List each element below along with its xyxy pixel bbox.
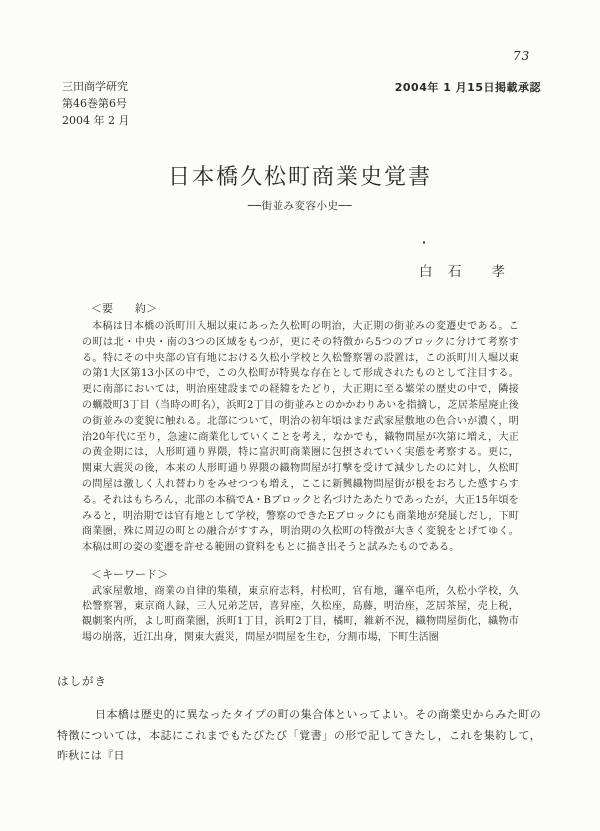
abstract-body: 本稿は日本橋の浜町川入堀以東にあった久松町の明治，大正期の街並みの変遷史である。この町は北・中央・南の3つの区域をもつが，更にその特徴から5つのブロックに分けて考察する。特にその中央部の官有地における久松小学校と久松警察署の設置は，この浜町川入堀以東の第1大区第13小区の中で，この久松町が特異な存在として形成されたものとして注目する。更に南部においては，明治座建設までの経緯をたどり，大正期に至る繁栄の歴史の中で，隣接の蠣殻町3丁目（当時の町名），浜町2丁目の街並みとのかかわりあいを指摘し，芝居茶屋廃止後の街並みの変貌に触れる。北部について，明治の初年頃はまだ武家屋敷地の色合いが濃く，明治20年代に至り，急速に商業化していくことを考え，なかでも，織物問屋が次第に増え，大正の黄金期には，人形町通り界隈，特に富沢町商業圏に包摂されていく実態を考察する。更に，関東大震災の後，本来の人形町通り界隈の織物問屋が打撃を受けて減少したのに対し，久松町の問屋は激しく入れ替わりをみせつつも増え，ここに新興織物問屋街が根をおろした感すらする。それはもちろん，北部の本稿でA・Bブロックと名づけたあたりであったが，大正15年頃をみると，明治期では官有地として学校，警察のできたEブロックにも商業地が発展しだし，下町商業圏，殊に周辺の町との融合がすすみ，明治期の久松町の特徴が大きく変貌をとげてゆく。本稿は町の姿の変遷を許せる範囲の資料をもとに描き出そうと試みたものである。 [82,321,519,554]
paper-subtitle: ──街並み変容小史── [247,200,353,212]
ink-speck [423,241,425,244]
abstract-heading: ＜要 約＞ [91,302,157,315]
journal-header [62,78,129,129]
approval-stamp: 2004年 1 月15日掲載承認 [394,81,541,94]
foreword-heading: はしがき [57,674,107,688]
journal-name: 三田商学研究 [62,80,128,93]
paper-title: 日本橋久松町商業史覚書 [167,165,432,190]
keywords-body: 武家屋敷地，商業の自律的集積，東京府志料，村松町，官有地，邏卒屯所，久松小学校，久松警察署，東京商人録，三人兄弟芝居，喜昇座，久松座，島藤，明治座，芝居茶屋，売上税，観劇案内所，よし町商業圏，浜町1丁目，浜町2丁目，橘町，維新不況，織物問屋街化，織物市場の崩落，近江出身，関東大震災，問屋が問屋を生む，分割市場，下町生活圏 [82,586,519,643]
foreword-paragraph: 日本橋は歴史的に異なったタイプの町の集合体といってよい。その商業史からみた町の特徴については，本誌にこれまでもたびたび「覚書」の形で記してきたし，これを集約して，昨秋には『日 [57,708,541,762]
page-number: 73 [513,49,531,63]
journal-issue-date: 2004 年 2 月 [62,114,130,127]
keywords-heading: ＜キーワード＞ [91,568,168,581]
journal-volume: 第46巻第6号 [62,97,127,110]
author-name: 白 石 孝 [419,264,506,280]
